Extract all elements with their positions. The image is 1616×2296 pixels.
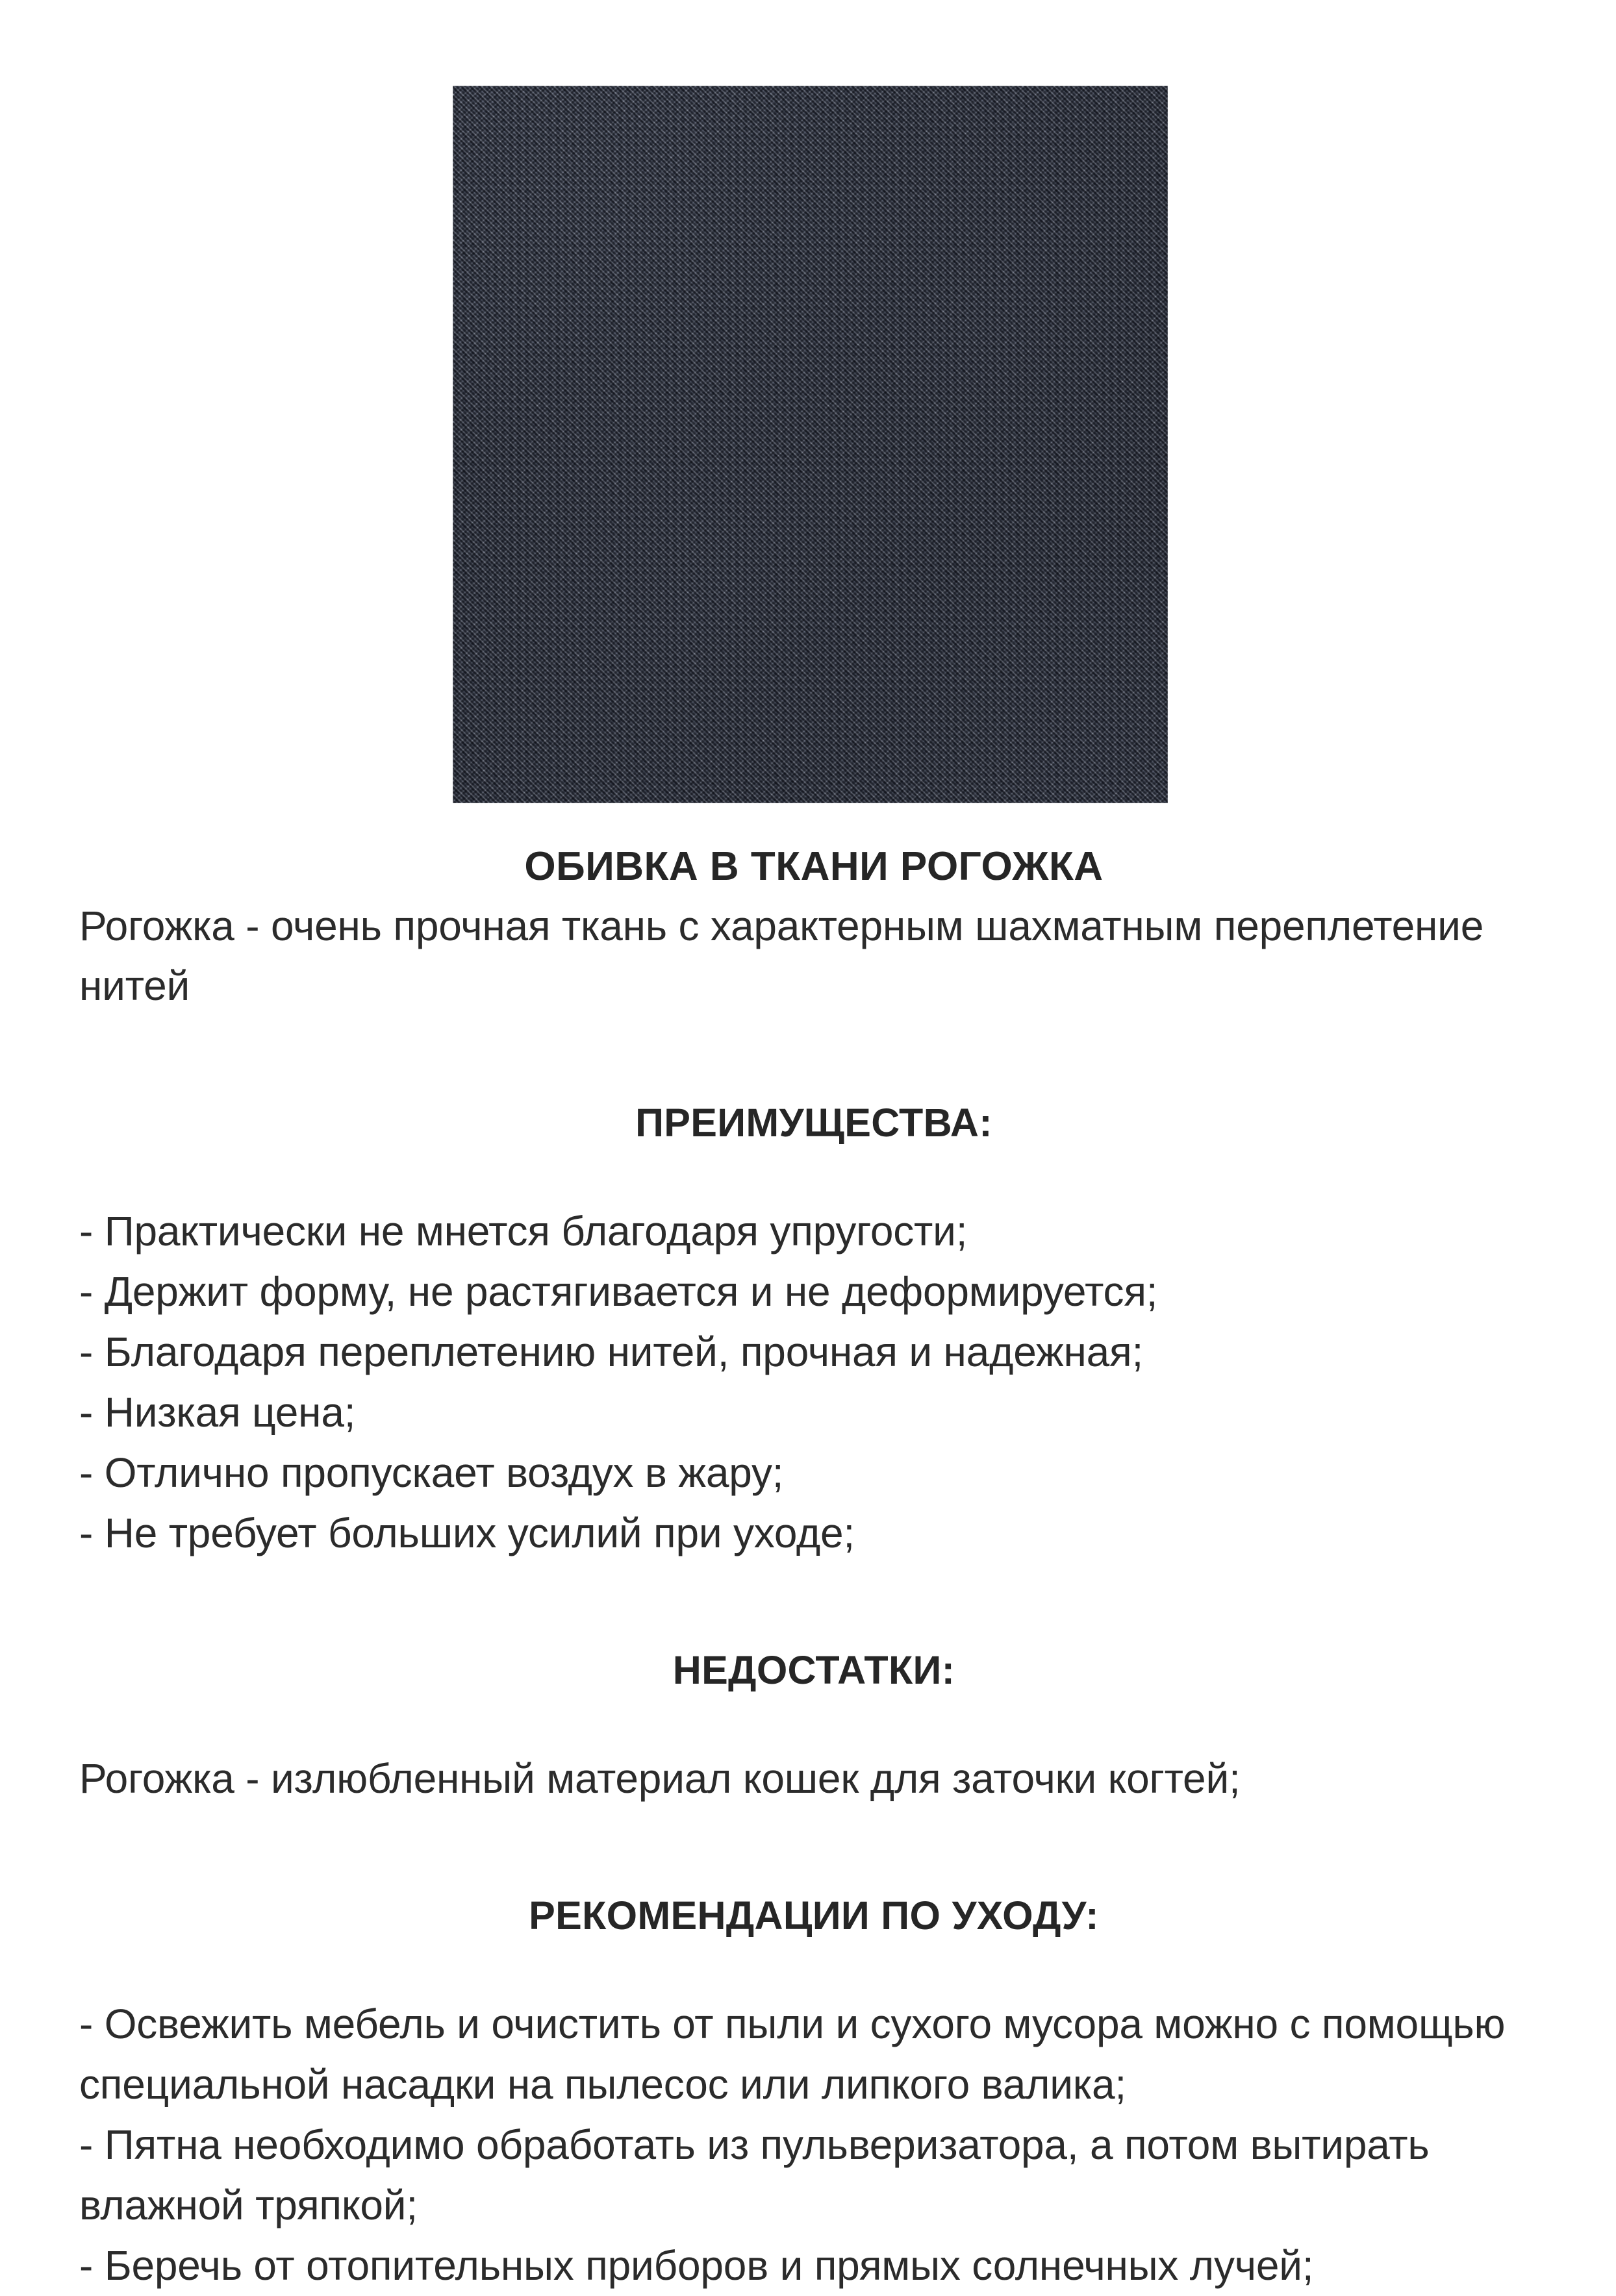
section-heading-advantages: ПРЕИМУЩЕСТВА: <box>79 1097 1548 1149</box>
intro-paragraph: Рогожка - очень прочная ткань с характерным шахматным переплетение нитей <box>79 896 1548 1017</box>
list-item: - Освежить мебель и очистить от пыли и сухого мусора можно с помощью специальной насадки на пылесос или липкого валика; <box>79 1994 1548 2115</box>
document-content <box>79 842 1548 2296</box>
disadvantages-list <box>79 1749 1548 1809</box>
list-item: Рогожка - излюбленный материал кошек для заточки когтей; <box>79 1749 1548 1809</box>
fabric-swatch-image <box>453 86 1168 803</box>
list-item: - Благодаря переплетению нитей, прочная и надежная; <box>79 1322 1548 1382</box>
list-item: - Держит форму, не растягивается и не деформируется; <box>79 1262 1548 1322</box>
spacer <box>79 1809 1548 1857</box>
spacer <box>79 1975 1548 1994</box>
care-recommendations-list <box>79 1994 1548 2296</box>
section-heading-care: РЕКОМЕНДАЦИИ ПО УХОДУ: <box>79 1890 1548 1941</box>
spacer <box>79 1729 1548 1749</box>
list-item: - Пятна необходимо обработать из пульверизатора, а потом вытирать влажной тряпкой; <box>79 2115 1548 2236</box>
fabric-weave-grain <box>453 86 1168 803</box>
page-title: ОБИВКА В ТКАНИ РОГОЖКА <box>79 842 1548 892</box>
spacer <box>79 1182 1548 1201</box>
list-item: - Беречь от отопительных приборов и прямых солнечных лучей; <box>79 2236 1548 2296</box>
list-item: - Отлично пропускает воздух в жару; <box>79 1443 1548 1503</box>
section-heading-disadvantages: НЕДОСТАТКИ: <box>79 1645 1548 1696</box>
spacer <box>79 1564 1548 1612</box>
list-item: - Низкая цена; <box>79 1382 1548 1443</box>
list-item: - Практически не мнется благодаря упругости; <box>79 1201 1548 1262</box>
spacer <box>79 1016 1548 1064</box>
list-item: - Не требует больших усилий при уходе; <box>79 1503 1548 1564</box>
advantages-list <box>79 1201 1548 1564</box>
